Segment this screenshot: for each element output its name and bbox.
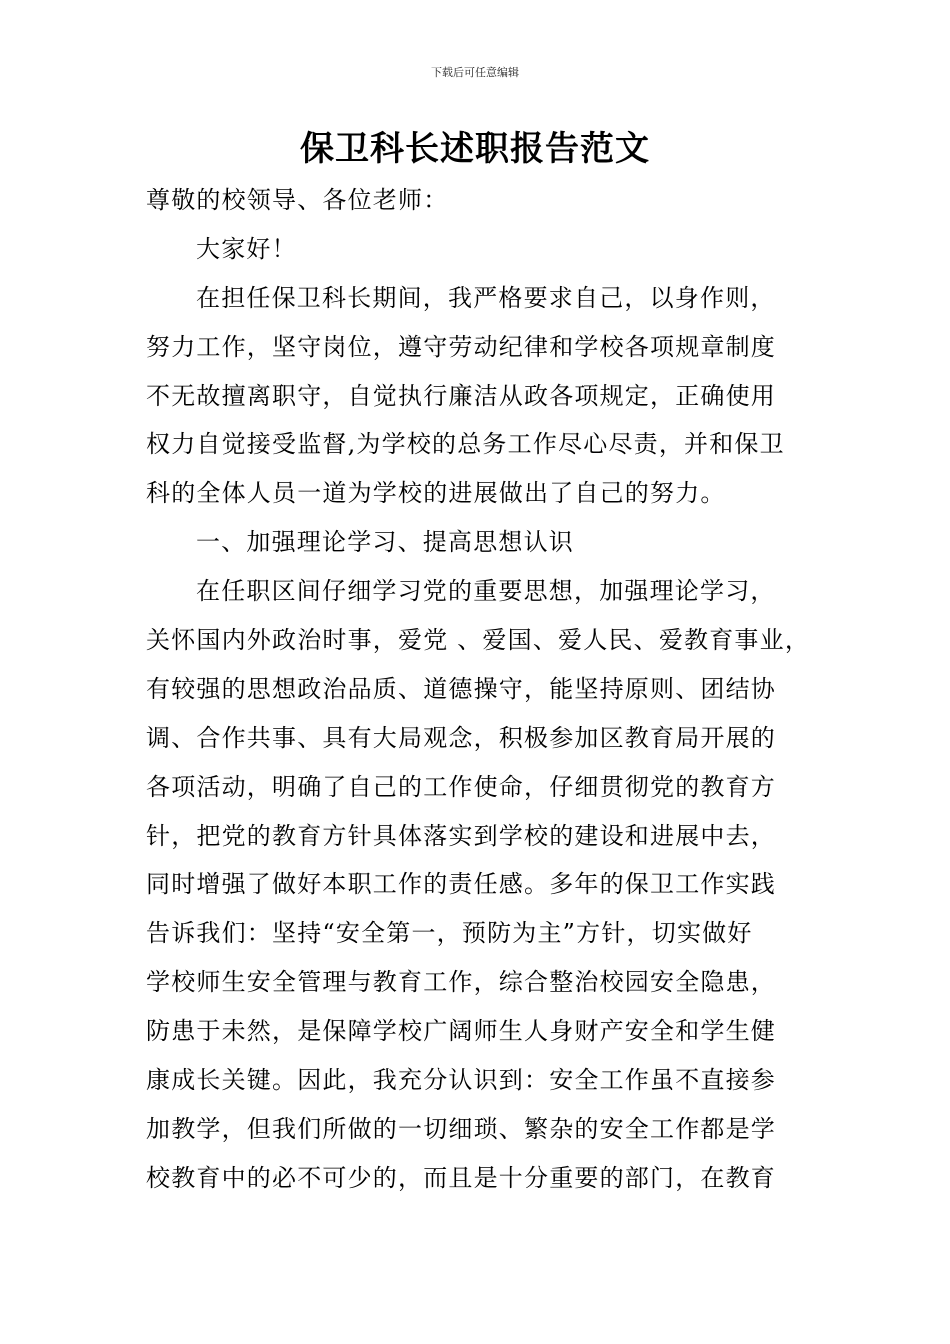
paragraph-line: 同时增强了做好本职工作的责任感。多年的保卫工作实践 — [146, 870, 776, 899]
paragraph-line: 调、合作共事、具有大局观念，积极参加区教育局开展的 — [146, 723, 776, 752]
header-note: 下载后可任意编辑 — [431, 66, 519, 79]
document-body — [146, 176, 822, 1203]
paragraph-line: 权力自觉接受监督,为学校的总务工作尽心尽责，并和保卫 — [146, 430, 785, 459]
paragraph-line: 在担任保卫科长期间，我严格要求自己，以身作则， — [196, 283, 776, 312]
paragraph-line: 防患于未然，是保障学校广阔师生人身财产安全和学生健 — [146, 1017, 776, 1046]
document-title: 保卫科长述职报告范文 — [300, 129, 650, 169]
paragraph-line: 各项活动，明确了自己的工作使命，仔细贯彻党的教育方 — [146, 772, 776, 801]
paragraph-line: 针，把党的教育方针具体落实到学校的建设和进展中去， — [146, 821, 776, 850]
salutation: 尊敬的校领导、各位老师： — [146, 186, 449, 214]
paragraph-2 — [146, 567, 822, 1203]
paragraph-line: 告诉我们：坚持“安全第一，预防为主”方针，切实做好 — [146, 919, 753, 948]
paragraph-line: 校教育中的必不可少的，而且是十分重要的部门，在教育 — [146, 1163, 776, 1192]
paragraph-line: 加教学，但我们所做的一切细琐、繁杂的安全工作都是学 — [146, 1114, 776, 1143]
paragraph-line: 不无故擅离职守，自觉执行廉洁从政各项规定，正确使用 — [146, 381, 776, 410]
paragraph-line: 有较强的思想政治品质、道德操守，能坚持原则、团结协 — [146, 674, 776, 703]
greeting: 大家好！ — [196, 234, 297, 263]
paragraph-line: 学校师生安全管理与教育工作，综合整治校园安全隐患， — [146, 968, 776, 997]
paragraph-line: 在任职区间仔细学习党的重要思想，加强理论学习， — [196, 577, 776, 606]
paragraph-1 — [146, 274, 822, 518]
paragraph-line: 努力工作，坚守岗位，遵守劳动纪律和学校各项规章制度 — [146, 332, 776, 361]
paragraph-line: 康成长关键。因此，我充分认识到：安全工作虽不直接参 — [146, 1066, 776, 1095]
paragraph-line: 科的全体人员一道为学校的进展做出了自己的努力。 — [146, 479, 726, 508]
section-heading-1: 一、加强理论学习、提高思想认识 — [196, 528, 574, 557]
paragraph-line: 关怀国内外政治时事，爱党 、爱国、爱人民、爱教育事业， — [146, 626, 811, 655]
